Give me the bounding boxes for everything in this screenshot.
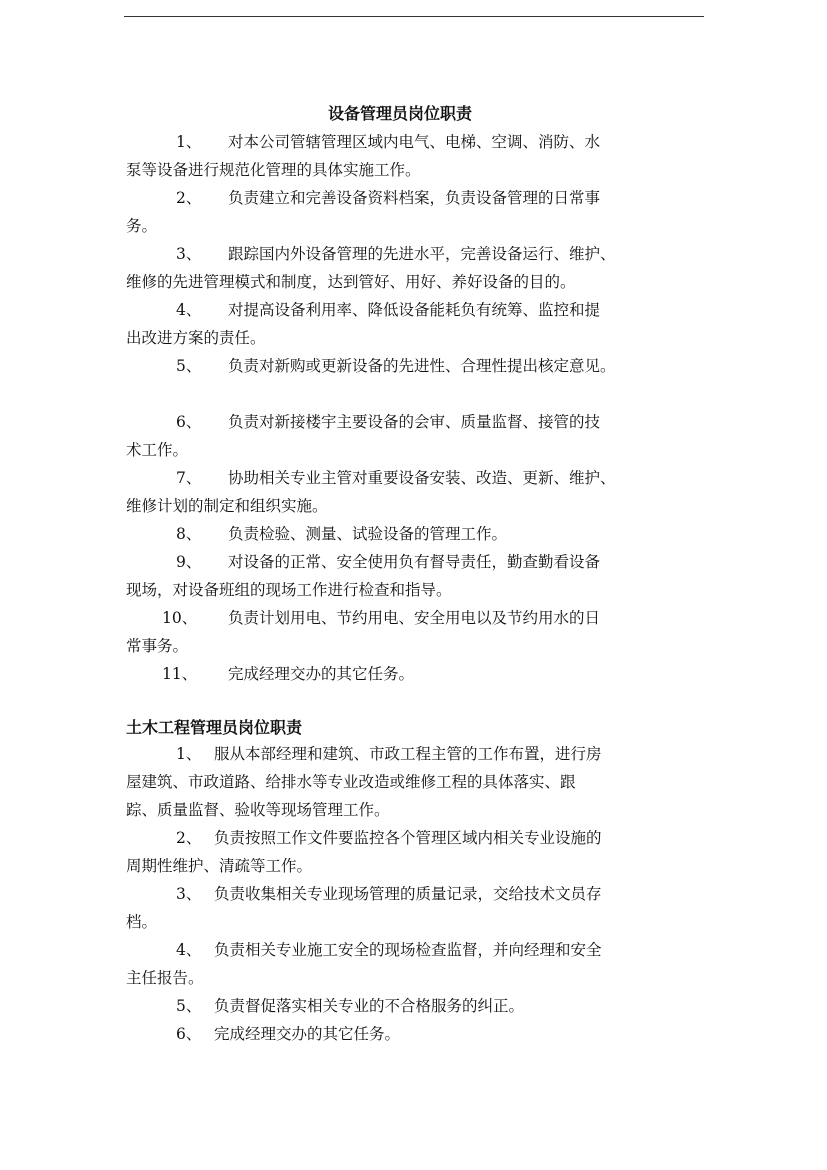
list-item-continuation: 泵等设备进行规范化管理的具体实施工作。 xyxy=(126,161,421,179)
section1-title: 设备管理员岗位职责 xyxy=(328,104,473,123)
list-item-continuation: 现场，对设备班组的现场工作进行检查和指导。 xyxy=(126,581,452,599)
list-item-continuation: 主任报告。 xyxy=(126,969,204,987)
header-rule xyxy=(124,16,704,17)
list-item-continuation: 维修的先进管理模式和制度，达到管好、用好、养好设备的目的。 xyxy=(126,273,576,291)
list-item-continuation: 术工作。 xyxy=(126,441,189,459)
list-item-continuation: 维修计划的制定和组织实施。 xyxy=(126,497,328,515)
list-item-continuation: 周期性维护、清疏等工作。 xyxy=(126,857,313,875)
list-item-continuation: 档。 xyxy=(126,913,158,931)
list-item-continuation: 出改进方案的责任。 xyxy=(126,329,266,347)
list-item-continuation: 踪、质量监督、验收等现场管理工作。 xyxy=(126,801,390,819)
section2-title: 土木工程管理员岗位职责 xyxy=(126,718,303,737)
list-item-continuation: 屋建筑、市政道路、给排水等专业改造或维修工程的具体落实、跟 xyxy=(126,773,576,791)
list-item-continuation: 常事务。 xyxy=(126,637,189,655)
list-item-continuation: 务。 xyxy=(126,217,158,235)
